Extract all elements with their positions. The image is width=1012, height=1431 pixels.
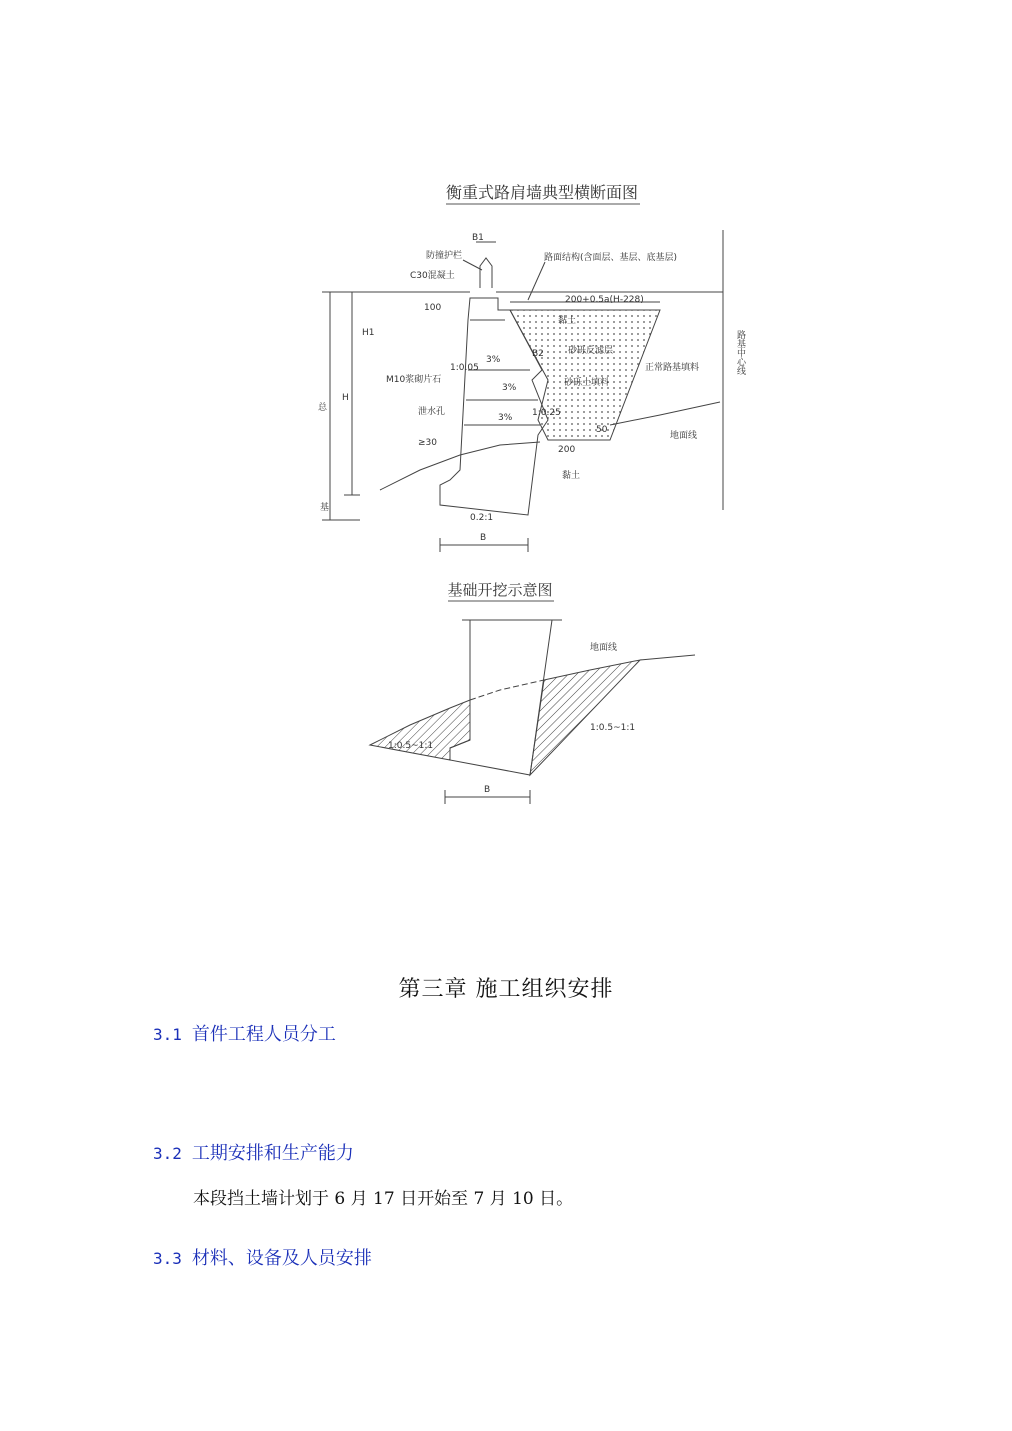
label-ratio: 0.2:1 xyxy=(470,513,494,523)
label-m10: M10浆砌片石 xyxy=(386,375,442,385)
section-title: 工期安排和生产能力 xyxy=(191,1143,354,1164)
label-normal-fill: 正常路基填料 xyxy=(645,363,700,373)
figure-title-1: 衡重式路肩墙典型横断面图 xyxy=(445,183,639,202)
figure-title-2: 基础开挖示意图 xyxy=(447,581,553,599)
label-ground-line: 地面线 xyxy=(670,431,698,441)
label-dim-30: ≥30 xyxy=(418,438,437,448)
engineering-figure xyxy=(300,170,760,820)
label-sand-filter: 砂砾土填料 xyxy=(564,378,610,388)
label-formula: 200+0.5a(H-228) xyxy=(565,295,644,305)
label-gravel-filter: 砂砾反滤层 xyxy=(568,346,614,356)
label-slope-2: 1:0.25 xyxy=(532,408,561,418)
label-road-center: 路基中心线 xyxy=(735,330,745,375)
label-pct-2: 3% xyxy=(502,383,517,393)
label-clay: 黏土 xyxy=(558,316,577,326)
label-slope-right: 1:0.5~1:1 xyxy=(590,723,636,733)
retaining-wall-drawing xyxy=(300,170,760,820)
label-clay-2: 黏土 xyxy=(562,471,581,481)
label-ground-2: 地面线 xyxy=(590,643,618,653)
section-number: 3.2 xyxy=(153,1144,182,1163)
section-title: 首件工程人员分工 xyxy=(191,1024,336,1045)
label-pavement: 路面结构(含面层、基层、底基层) xyxy=(544,253,678,263)
label-b1: B1 xyxy=(472,233,484,243)
label-guardrail: 防撞护栏 xyxy=(426,251,463,261)
label-b2: B2 xyxy=(532,349,544,359)
schedule-paragraph: 本段挡土墙计划于 6 月 17 日开始至 7 月 10 日。 xyxy=(193,1189,574,1209)
section-3-3 xyxy=(153,1244,372,1270)
label-b-bottom: B xyxy=(484,785,491,795)
section-title: 材料、设备及人员安排 xyxy=(191,1248,372,1269)
label-dim-200: 200 xyxy=(558,445,576,455)
label-dim-50: 50 xyxy=(596,425,608,435)
label-h-total: 总 xyxy=(318,403,328,413)
label-drain: 泄水孔 xyxy=(418,407,446,417)
label-pct-3: 3% xyxy=(498,413,513,423)
label-slope-left: 1:0.5~1:1 xyxy=(388,741,434,751)
label-pct-1: 3% xyxy=(486,355,501,365)
label-dim-100: 100 xyxy=(424,303,442,313)
section-number: 3.3 xyxy=(153,1249,182,1268)
label-b: B xyxy=(480,533,487,543)
section-3-1 xyxy=(153,1020,336,1046)
section-number: 3.1 xyxy=(153,1025,182,1044)
label-slope-1: 1:0.05 xyxy=(450,363,479,373)
label-hd: 基 xyxy=(320,503,330,513)
label-c30: C30混凝土 xyxy=(410,271,455,281)
label-h1: H1 xyxy=(362,328,375,338)
label-h: H xyxy=(342,393,349,403)
chapter-title: 第三章 施工组织安排 xyxy=(398,977,614,1002)
section-3-2 xyxy=(153,1139,354,1165)
